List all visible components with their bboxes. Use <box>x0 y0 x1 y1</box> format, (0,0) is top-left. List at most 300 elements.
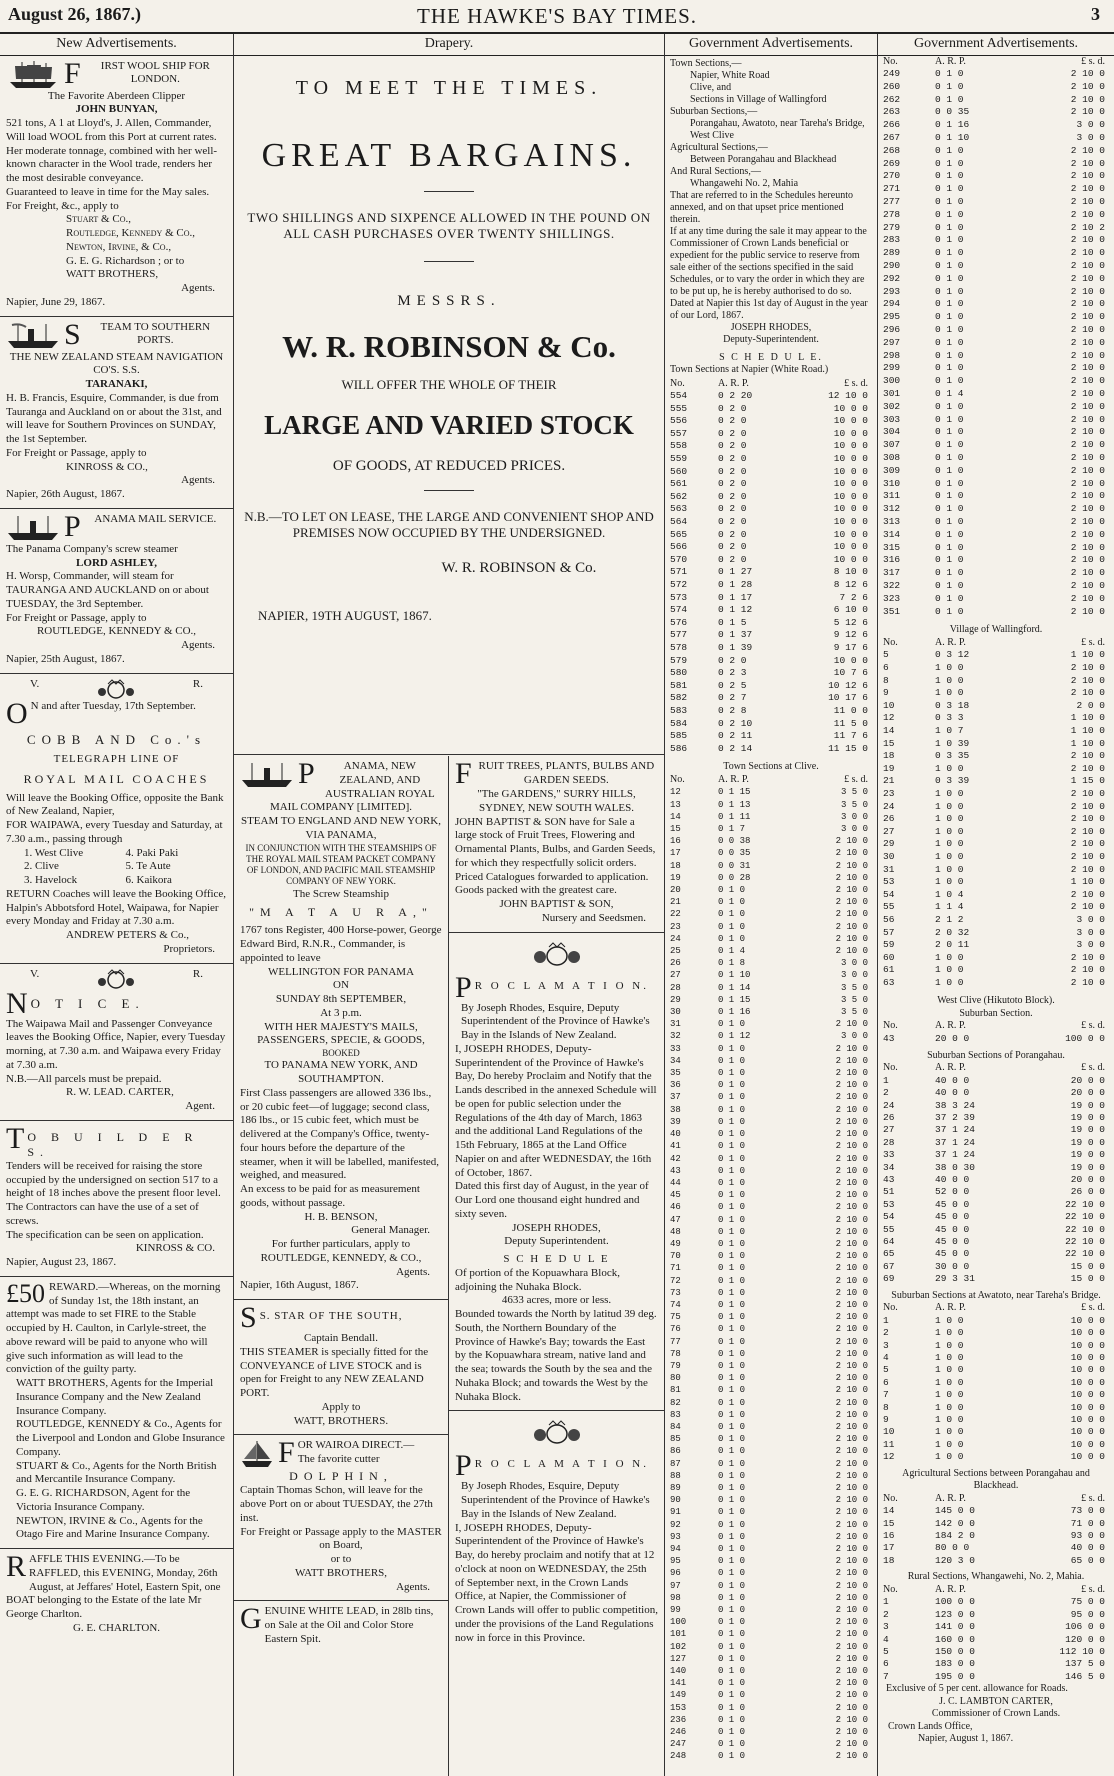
section-number: 554 <box>670 390 688 402</box>
price-lsd: 3 0 0 <box>840 811 868 822</box>
price-lsd: 1 10 0 <box>1070 725 1105 737</box>
gov-text: Town Sections,— <box>670 57 742 69</box>
price-lsd: 2 10 0 <box>835 1141 868 1152</box>
ship-name: "M A T A U R A," <box>249 905 433 920</box>
section-number: 29 <box>883 838 895 850</box>
area-arp: 0 2 0 <box>718 490 747 502</box>
area-arp: 0 1 0 <box>935 567 964 579</box>
price-lsd: 3 0 0 <box>1076 926 1105 938</box>
section-number: 31 <box>670 1019 681 1030</box>
price-lsd: 12 10 0 <box>828 390 868 402</box>
price-lsd: 2 10 0 <box>835 1678 868 1689</box>
price-lsd: 2 10 0 <box>835 1568 868 1579</box>
area-arp: 0 1 0 <box>718 921 746 932</box>
price-lsd: 2 10 0 <box>1070 750 1105 762</box>
gov-text: Between Porangahau and Blackhead <box>690 153 837 165</box>
area-arp: 0 1 10 <box>935 132 970 144</box>
table-row <box>670 1177 872 1189</box>
price-lsd: 2 10 0 <box>835 1068 868 1079</box>
price-lsd: 2 10 0 <box>835 1482 868 1493</box>
section-number: 82 <box>670 1397 681 1408</box>
price-lsd: 2 10 0 <box>1070 324 1105 336</box>
area-arp: 1 0 0 <box>935 951 964 963</box>
section-number: 10 <box>883 1426 895 1438</box>
price-lsd: 10 0 0 <box>833 427 868 439</box>
section-number: 248 <box>670 1751 687 1762</box>
ad-text: or to <box>330 1553 352 1565</box>
table-row <box>670 1079 872 1091</box>
price-lsd: 1 10 0 <box>1070 876 1105 888</box>
area-arp: 0 1 0 <box>718 1153 746 1164</box>
section-number: 323 <box>883 592 901 604</box>
ad-text: First Class passengers are allowed 336 lbs., or 20 cubic feet—of luggage; second class, 186 lbs., or 15 cubic feet, which must be delivered at the Company's Office, twenty-four hours before the departure of the steamer, when it will be labelled, manifested, weighed, and measured. <box>240 1086 440 1182</box>
stop-item: 3. Havelock <box>24 874 78 886</box>
area-arp: 0 1 0 <box>935 183 964 195</box>
area-arp: 0 1 0 <box>718 1568 746 1579</box>
area-arp: 0 1 0 <box>935 503 964 515</box>
ad-title: OR WAIROA DIRECT.— <box>297 1439 415 1452</box>
area-arp: 0 1 0 <box>718 1263 746 1274</box>
table-row <box>883 401 1109 414</box>
section-number: 11 <box>883 1438 895 1450</box>
area-arp: 1 0 0 <box>935 1451 964 1463</box>
section-number: 69 <box>883 1273 895 1285</box>
agent-name: Newton, Irvine, & Co., <box>66 240 172 253</box>
area-arp: 0 1 0 <box>718 1312 746 1323</box>
area-arp: 0 1 0 <box>935 260 964 272</box>
area-arp: 0 1 0 <box>718 1544 746 1554</box>
area-arp: 0 1 0 <box>718 1666 746 1677</box>
price-lsd: 2 10 0 <box>1070 183 1105 195</box>
table-row <box>670 1214 872 1226</box>
price-lsd: 2 10 0 <box>1070 68 1105 80</box>
area-arp: 0 1 0 <box>935 80 964 92</box>
ad-text: WELLINGTON FOR PANAMA <box>267 965 415 978</box>
area-arp: 0 1 37 <box>718 629 753 641</box>
price-lsd: 2 10 0 <box>835 1324 868 1335</box>
price-lsd: 71 0 0 <box>1070 1517 1105 1529</box>
section-number: 300 <box>883 375 901 387</box>
price-lsd: 2 10 0 <box>1070 426 1105 438</box>
agent-entry: WATT BROTHERS, Agents for the Imperial Insurance Company and the New Zealand Insurance Company. <box>16 1377 214 1417</box>
area-arp: 0 2 0 <box>718 528 747 540</box>
table-title: Suburban Sections of Porangahau. <box>927 1049 1065 1061</box>
section-number: 6 <box>883 1376 889 1388</box>
area-arp: 0 1 0 <box>935 439 964 451</box>
table-row <box>670 478 872 491</box>
table-row <box>883 606 1109 619</box>
table-row <box>670 1384 872 1396</box>
drapery-date: NAPIER, 19TH AUGUST, 1867. <box>258 608 432 623</box>
price-lsd: 2 10 0 <box>1070 208 1105 220</box>
table-row <box>883 1261 1109 1273</box>
area-arp: 1 0 0 <box>935 787 964 799</box>
area-arp: 120 3 0 <box>935 1554 975 1566</box>
table-row <box>883 1174 1109 1186</box>
table-row <box>883 567 1109 580</box>
ad-sign: G. E. CHARLTON. <box>72 1621 161 1634</box>
table-row <box>883 94 1109 107</box>
area-arp: 38 0 30 <box>935 1161 975 1173</box>
table-row <box>670 680 872 693</box>
area-arp: 1 0 0 <box>935 838 964 850</box>
ad-text: By Joseph Rhodes, Esquire, Deputy Superintendent of the Province of Hawke's Bay in the Islands of New Zealand. <box>461 1480 650 1520</box>
area-arp: 0 1 0 <box>718 1531 746 1542</box>
price-lsd: 10 0 0 <box>833 478 868 490</box>
section-number: 72 <box>670 1275 681 1286</box>
area-arp: 0 1 0 <box>935 605 964 617</box>
price-lsd: 5 12 6 <box>833 616 868 628</box>
area-arp: 1 0 7 <box>935 725 964 737</box>
table-row <box>670 617 872 630</box>
area-arp: 52 0 0 <box>935 1186 970 1198</box>
column-header: Government Advertisements. <box>665 34 877 56</box>
ad-role: Agent. <box>185 1100 215 1112</box>
area-arp: 0 1 0 <box>935 93 964 105</box>
area-arp: 0 1 28 <box>718 579 753 590</box>
section-number: 24 <box>883 800 895 812</box>
section-number: 84 <box>670 1421 681 1432</box>
price-lsd: 20 0 0 <box>1070 1074 1105 1086</box>
section-number: 81 <box>670 1385 681 1396</box>
area-arp: 37 1 24 <box>935 1124 975 1136</box>
section-number: 313 <box>883 515 901 527</box>
drapery-text: WILL OFFER THE WHOLE OF THEIR <box>341 377 557 392</box>
gov-text: If at any time during the sale it may appear to the Commissioner of Crown Lands beneficial or expedient for the public service to reserve from sale either of the sections specified in the said Schedules, or to vary the order in which they are to be put up, he is hereby authorised to do so. <box>670 225 867 297</box>
section-number: 43 <box>883 1033 895 1045</box>
ad-text: Bounded towards the North by latitud 39 deg. South, the Northern Boundary of the Province of Hawke's Bay; towards the East by the Kopuawhara stream, native land and the sea; towards the South by the sea and the Nuhaka Block; and towards the West by the Nuhaka Block. <box>455 1308 657 1403</box>
section-number: 94 <box>670 1544 681 1554</box>
table-west-clive <box>878 1033 1114 1046</box>
area-arp: 0 1 16 <box>718 1007 751 1018</box>
section-number: 19 <box>883 762 895 774</box>
price-lsd: 1 10 0 <box>1070 737 1105 749</box>
area-arp: 0 1 0 <box>718 1751 746 1762</box>
price-lsd: 22 10 0 <box>1065 1248 1105 1260</box>
price-lsd: 3 0 0 <box>840 958 868 969</box>
gov-text: Dated at Napier this 1st day of August in the year of our Lord, 1867. <box>670 297 868 321</box>
section-number: 2 <box>883 1608 889 1620</box>
ad-reward <box>0 1277 233 1549</box>
ad-text: For Freight or Passage, apply to <box>6 446 147 459</box>
area-arp: 0 1 0 <box>935 68 964 80</box>
area-arp: 0 2 7 <box>718 692 747 704</box>
section-number: 40 <box>670 1129 681 1140</box>
table-row <box>883 1273 1109 1285</box>
royal-crest-icon <box>96 678 136 700</box>
table-row <box>670 994 872 1006</box>
table-row <box>883 119 1109 132</box>
price-lsd: 93 0 0 <box>1070 1530 1105 1542</box>
ad-text: The Screw Steamship <box>293 887 389 900</box>
table-row <box>883 788 1109 801</box>
area-arp: 0 1 0 <box>718 1690 746 1701</box>
table-row <box>883 503 1109 516</box>
section-number: 5 <box>883 1645 889 1657</box>
area-arp: 80 0 0 <box>935 1542 970 1554</box>
price-lsd: 2 10 0 <box>835 933 868 944</box>
ad-sign: H. B. BENSON, <box>304 1210 378 1223</box>
table-row <box>883 324 1109 337</box>
area-arp: 0 1 0 <box>718 909 746 920</box>
section-number: 317 <box>883 567 901 579</box>
section-number: 53 <box>883 1198 895 1210</box>
area-arp: 0 1 0 <box>718 1617 746 1628</box>
section-number: 268 <box>883 144 901 156</box>
area-arp: 0 2 0 <box>718 402 747 414</box>
column-government-2 <box>878 34 1114 1776</box>
section-number: 267 <box>883 132 901 144</box>
price-lsd: 2 10 0 <box>1070 813 1105 825</box>
area-arp: 0 1 0 <box>935 375 964 387</box>
table-row <box>670 1238 872 1250</box>
ad-sign: Agents. <box>181 474 215 487</box>
section-number: 564 <box>670 516 688 528</box>
table-row <box>670 1348 872 1360</box>
price-lsd: 10 0 0 <box>1070 1376 1105 1388</box>
table-row <box>670 730 872 743</box>
col-lsd: £ s. d. <box>844 377 868 389</box>
table-row <box>883 1646 1109 1658</box>
agent-entry: G. E. G. RICHARDSON, Agent for the Victoria Insurance Company. <box>16 1487 191 1513</box>
ad-text: JOHN BAPTIST & SON have for Sale a large stock of Fruit Trees, Flowering and Ornamental Plants, Bulbs, and Garden Seeds, for which they respectfully solicit orders. Priced Catalogues forwarded to application. Goods packed with the greatest care. <box>455 815 656 897</box>
section-number: 54 <box>883 1211 895 1223</box>
price-lsd: 2 10 0 <box>1070 787 1105 799</box>
area-arp: 0 1 0 <box>718 1727 746 1738</box>
table-row <box>883 1149 1109 1161</box>
area-arp: 1 0 0 <box>935 863 964 875</box>
section-number: 45 <box>670 1190 681 1201</box>
price-lsd: 2 10 0 <box>1070 863 1105 875</box>
table-row <box>883 864 1109 877</box>
table-row <box>670 1628 872 1640</box>
table-row <box>670 1116 872 1128</box>
price-lsd: 10 0 0 <box>1070 1451 1105 1463</box>
section-number: 299 <box>883 362 901 374</box>
table-row <box>670 415 872 428</box>
table-row <box>670 1482 872 1494</box>
table-row <box>883 490 1109 503</box>
section-number: 56 <box>883 913 895 925</box>
section-number: 566 <box>670 541 688 553</box>
price-lsd: 2 10 0 <box>835 1714 868 1725</box>
section-number: 18 <box>883 1554 895 1566</box>
vr-right: R. <box>192 677 203 690</box>
price-lsd: 26 0 0 <box>1070 1186 1105 1198</box>
section-number: 316 <box>883 554 901 566</box>
section-number: 29 <box>670 994 681 1005</box>
price-lsd: 19 0 0 <box>1070 1124 1105 1136</box>
table-row <box>883 196 1109 209</box>
area-arp: 0 1 0 <box>718 1116 746 1127</box>
area-arp: 0 0 38 <box>718 836 751 847</box>
table-row <box>883 1555 1109 1567</box>
section-number: 30 <box>883 850 895 862</box>
ad-title: RUIT TREES, PLANTS, BULBS AND GARDEN SEEDS. <box>478 760 655 786</box>
table-row <box>670 1336 872 1348</box>
table-row <box>883 350 1109 363</box>
table-header <box>878 1302 1114 1315</box>
schedule-heading: S C H E D U L E. <box>719 351 823 363</box>
col-no: No. <box>883 1492 898 1504</box>
table-porangahau <box>878 1075 1114 1286</box>
table-row <box>883 414 1109 427</box>
price-lsd: 2 10 0 <box>1070 592 1105 604</box>
ad-text: For Freight or Passage, apply to <box>6 611 147 624</box>
ad-sign: Agents. <box>181 639 215 651</box>
merchant-name: W. R. ROBINSON & Co. <box>282 329 616 365</box>
area-arp: 0 1 0 <box>718 1495 746 1506</box>
area-arp: 0 1 0 <box>935 272 964 284</box>
section-number: 19 <box>670 872 681 883</box>
price-lsd: 1 10 0 <box>1070 649 1105 661</box>
price-lsd: 2 10 0 <box>835 897 868 908</box>
ad-text: PASSENGERS, SPECIE, & GOODS, <box>257 1034 425 1047</box>
area-arp: 0 1 0 <box>935 541 964 553</box>
section-number: 85 <box>670 1434 681 1445</box>
area-arp: 160 0 0 <box>935 1633 975 1645</box>
section-number: 12 <box>883 1451 895 1463</box>
area-arp: 0 1 0 <box>935 528 964 540</box>
price-lsd: 2 10 0 <box>835 1641 868 1652</box>
price-lsd: 10 12 6 <box>828 679 868 691</box>
area-arp: 0 1 0 <box>935 579 964 591</box>
price-lsd: 2 10 0 <box>835 1190 868 1201</box>
proclamation-1 <box>449 933 664 1412</box>
price-lsd: 2 10 0 <box>1070 464 1105 476</box>
section-number: 577 <box>670 629 688 641</box>
section-number: 30 <box>670 1007 681 1018</box>
section-number: 13 <box>670 799 681 810</box>
agent-name: G. E. G. Richardson ; or to <box>66 254 185 267</box>
price-lsd: 106 0 0 <box>1065 1621 1105 1633</box>
table-row <box>883 813 1109 826</box>
area-arp: 0 1 0 <box>935 336 964 348</box>
price-lsd: 20 0 0 <box>1070 1087 1105 1099</box>
ad-heading: ROYAL MAIL COACHES <box>23 771 210 786</box>
table-row <box>883 964 1109 977</box>
section-number: 289 <box>883 247 901 259</box>
price-lsd: 2 10 0 <box>835 1238 868 1249</box>
table-row <box>670 1153 872 1165</box>
price-lsd: 2 10 0 <box>1070 311 1105 323</box>
ad-raffle <box>0 1549 233 1642</box>
price-lsd: 100 0 0 <box>1065 1033 1105 1045</box>
price-lsd: 10 0 0 <box>1070 1364 1105 1376</box>
section-number: 581 <box>670 679 688 691</box>
table-row <box>670 921 872 933</box>
area-arp: 0 1 0 <box>718 1482 746 1493</box>
area-arp: 0 2 10 <box>718 717 753 729</box>
price-lsd: 95 0 0 <box>1070 1608 1105 1620</box>
ad-text: 521 tons, A 1 at Lloyd's, J. Allen, Commander, <box>6 117 212 129</box>
price-lsd: 2 10 0 <box>835 860 868 871</box>
section-number: 15 <box>883 1517 895 1529</box>
table-row <box>670 1750 872 1762</box>
area-arp: 0 1 0 <box>935 554 964 566</box>
section-number: 584 <box>670 717 688 729</box>
ad-notice <box>0 964 233 1121</box>
section-number: 43 <box>670 1165 681 1176</box>
table-agricultural <box>878 1505 1114 1567</box>
price-lsd: 120 0 0 <box>1065 1633 1105 1645</box>
col-lsd: £ s. d. <box>1081 55 1105 67</box>
area-arp: 1 0 4 <box>935 888 964 900</box>
ad-role: Proprietors. <box>163 942 215 955</box>
table-row <box>883 145 1109 158</box>
area-arp: 0 1 27 <box>718 566 753 578</box>
price-lsd: 2 10 0 <box>835 1080 868 1091</box>
agent-name: KINROSS & CO., <box>66 460 148 473</box>
table-row <box>670 1201 872 1213</box>
table-row <box>883 1451 1109 1463</box>
table-row <box>670 1275 872 1287</box>
ad-title: ANAMA, NEW ZEALAND, AND AUSTRALIAN ROYAL MAIL COMPANY [LIMITED]. <box>269 760 435 814</box>
col-arp: A. R. P. <box>935 1583 966 1595</box>
table-row <box>670 554 872 567</box>
section-number: 295 <box>883 311 901 323</box>
area-arp: 0 0 31 <box>718 860 751 871</box>
table-row <box>883 1100 1109 1112</box>
area-arp: 142 0 0 <box>935 1517 975 1529</box>
price-lsd: 137 5 0 <box>1065 1658 1105 1670</box>
drop-cap: P <box>298 757 315 790</box>
table-row <box>883 516 1109 529</box>
table-row <box>883 1112 1109 1124</box>
vr-right: R. <box>192 967 203 980</box>
section-number: 149 <box>670 1690 687 1701</box>
price-lsd: 2 10 0 <box>835 1617 868 1628</box>
price-lsd: 19 0 0 <box>1070 1099 1105 1111</box>
section-number: 64 <box>883 1236 895 1248</box>
area-arp: 20 0 0 <box>935 1033 970 1045</box>
area-arp: 0 1 0 <box>718 1397 746 1408</box>
area-arp: 0 1 0 <box>718 1165 746 1176</box>
section-number: 302 <box>883 400 901 412</box>
price-lsd: 2 10 0 <box>835 1446 868 1457</box>
price-lsd: 11 0 0 <box>833 704 868 716</box>
price-lsd: 3 0 0 <box>1076 913 1105 925</box>
table-wallingford <box>878 649 1114 989</box>
table-row <box>670 403 872 416</box>
table-row <box>670 1372 872 1384</box>
price-lsd: 10 0 0 <box>1070 1414 1105 1426</box>
price-lsd: 19 0 0 <box>1070 1111 1105 1123</box>
table-row <box>883 209 1109 222</box>
table-row <box>883 1224 1109 1236</box>
section-number: 83 <box>670 1409 681 1420</box>
area-arp: 0 1 0 <box>718 1287 746 1298</box>
price-lsd: 40 0 0 <box>1070 1542 1105 1554</box>
area-arp: 1 0 0 <box>935 1314 964 1326</box>
section-number: 33 <box>670 1043 681 1054</box>
section-number: 55 <box>883 901 895 913</box>
table-row <box>670 835 872 847</box>
table-row <box>670 1323 872 1335</box>
section-number: 55 <box>883 1223 895 1235</box>
table-row <box>883 725 1109 738</box>
area-arp: 1 0 0 <box>935 687 964 699</box>
price-lsd: 10 0 0 <box>833 490 868 502</box>
section-number: 59 <box>883 939 895 951</box>
agent-entry: STUART & Co., Agents for the North British and Mercantile Insurance Company. <box>16 1459 217 1486</box>
price-lsd: 2 10 0 <box>1070 413 1105 425</box>
area-arp: 0 1 12 <box>718 604 753 616</box>
ad-date: Napier, 25th August, 1867. <box>6 652 125 665</box>
table-row <box>670 1409 872 1421</box>
drapery-text: MESSRS. <box>397 292 501 309</box>
ad-panama-mail <box>0 509 233 674</box>
